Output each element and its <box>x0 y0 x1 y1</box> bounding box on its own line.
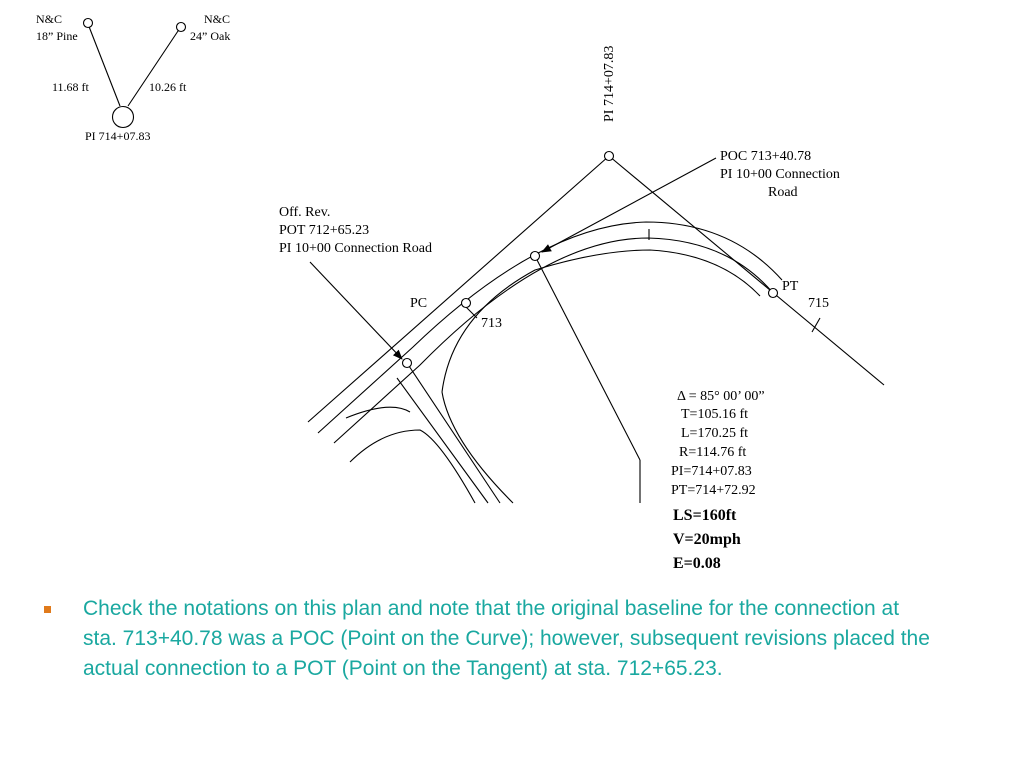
tie-line-pine <box>88 24 120 106</box>
design-data-block <box>673 507 741 572</box>
pt-label: PT <box>782 279 799 294</box>
oak-tree-label: 24” Oak <box>190 29 231 43</box>
curve-data-block <box>671 389 765 498</box>
design-superelevation: E=0.08 <box>673 555 721 572</box>
curve-length: L=170.25 ft <box>681 426 748 441</box>
side-road-curve <box>350 430 475 503</box>
pi-point <box>605 152 614 161</box>
curve-radius: R=114.76 ft <box>679 445 747 460</box>
station-715-label: 715 <box>808 296 829 311</box>
pi-vertical-label: PI 714+07.83 <box>602 45 617 122</box>
side-road-upper <box>346 407 410 418</box>
note-bullet-text: Check the notations on this plan and note that the original baseline for the connection at sta. 713+40.78 was a POC (Point on the Curve); however, subsequent revisions placed the actual connection to a POT (Point on the Tangent) at sta. 712+65.23. <box>83 597 930 680</box>
station-715-tick <box>812 318 820 332</box>
oak-marker-label: N&C <box>204 12 231 26</box>
pi-tie-point <box>113 107 134 128</box>
pc-label: PC <box>410 296 428 311</box>
curve-tangent: T=105.16 ft <box>681 407 748 422</box>
curve-pt-station: PT=714+72.92 <box>671 483 756 498</box>
pot-point <box>403 359 412 368</box>
pc-point <box>462 299 471 308</box>
pine-marker-label: N&C <box>36 12 63 26</box>
poc-point <box>531 252 540 261</box>
tie-line-oak <box>128 28 180 106</box>
pot-callout-line-1: Off. Rev. <box>279 205 331 220</box>
connection-road-line-1 <box>407 363 500 503</box>
pot-callout-line-2: POT 712+65.23 <box>279 223 370 238</box>
poc-callout-line-2: PI 10+00 Connection <box>720 167 840 182</box>
curve-pi-station: PI=714+07.83 <box>671 464 752 479</box>
oak-distance-label: 10.26 ft <box>149 80 187 94</box>
back-tangent-line <box>308 156 609 422</box>
note-bullet <box>44 594 944 684</box>
curve-delta: Δ = 85° 00’ 00” <box>677 389 765 404</box>
pi-tie-label: PI 714+07.83 <box>85 129 151 143</box>
poc-offset-line <box>535 256 640 460</box>
inner-road-return <box>442 392 513 503</box>
pot-callout-arrow <box>310 262 402 359</box>
station-713-label: 713 <box>481 316 502 331</box>
pt-point <box>769 289 778 298</box>
alignment-linework <box>308 156 884 503</box>
oak-nail-marker <box>177 23 186 32</box>
pine-distance-label: 11.68 ft <box>52 80 89 94</box>
tie-detail <box>36 12 230 143</box>
poc-callout-line-3: Road <box>768 185 798 200</box>
design-ls: LS=160ft <box>673 507 737 524</box>
design-speed: V=20mph <box>673 531 741 548</box>
pot-callout-line-3: PI 10+00 Connection Road <box>279 241 432 256</box>
pine-nail-marker <box>84 19 93 28</box>
ahead-tangent-line <box>609 156 884 385</box>
bullet-square-icon <box>44 606 51 613</box>
poc-callout-line-1: POC 713+40.78 <box>720 149 812 164</box>
pine-tree-label: 18” Pine <box>36 29 78 43</box>
